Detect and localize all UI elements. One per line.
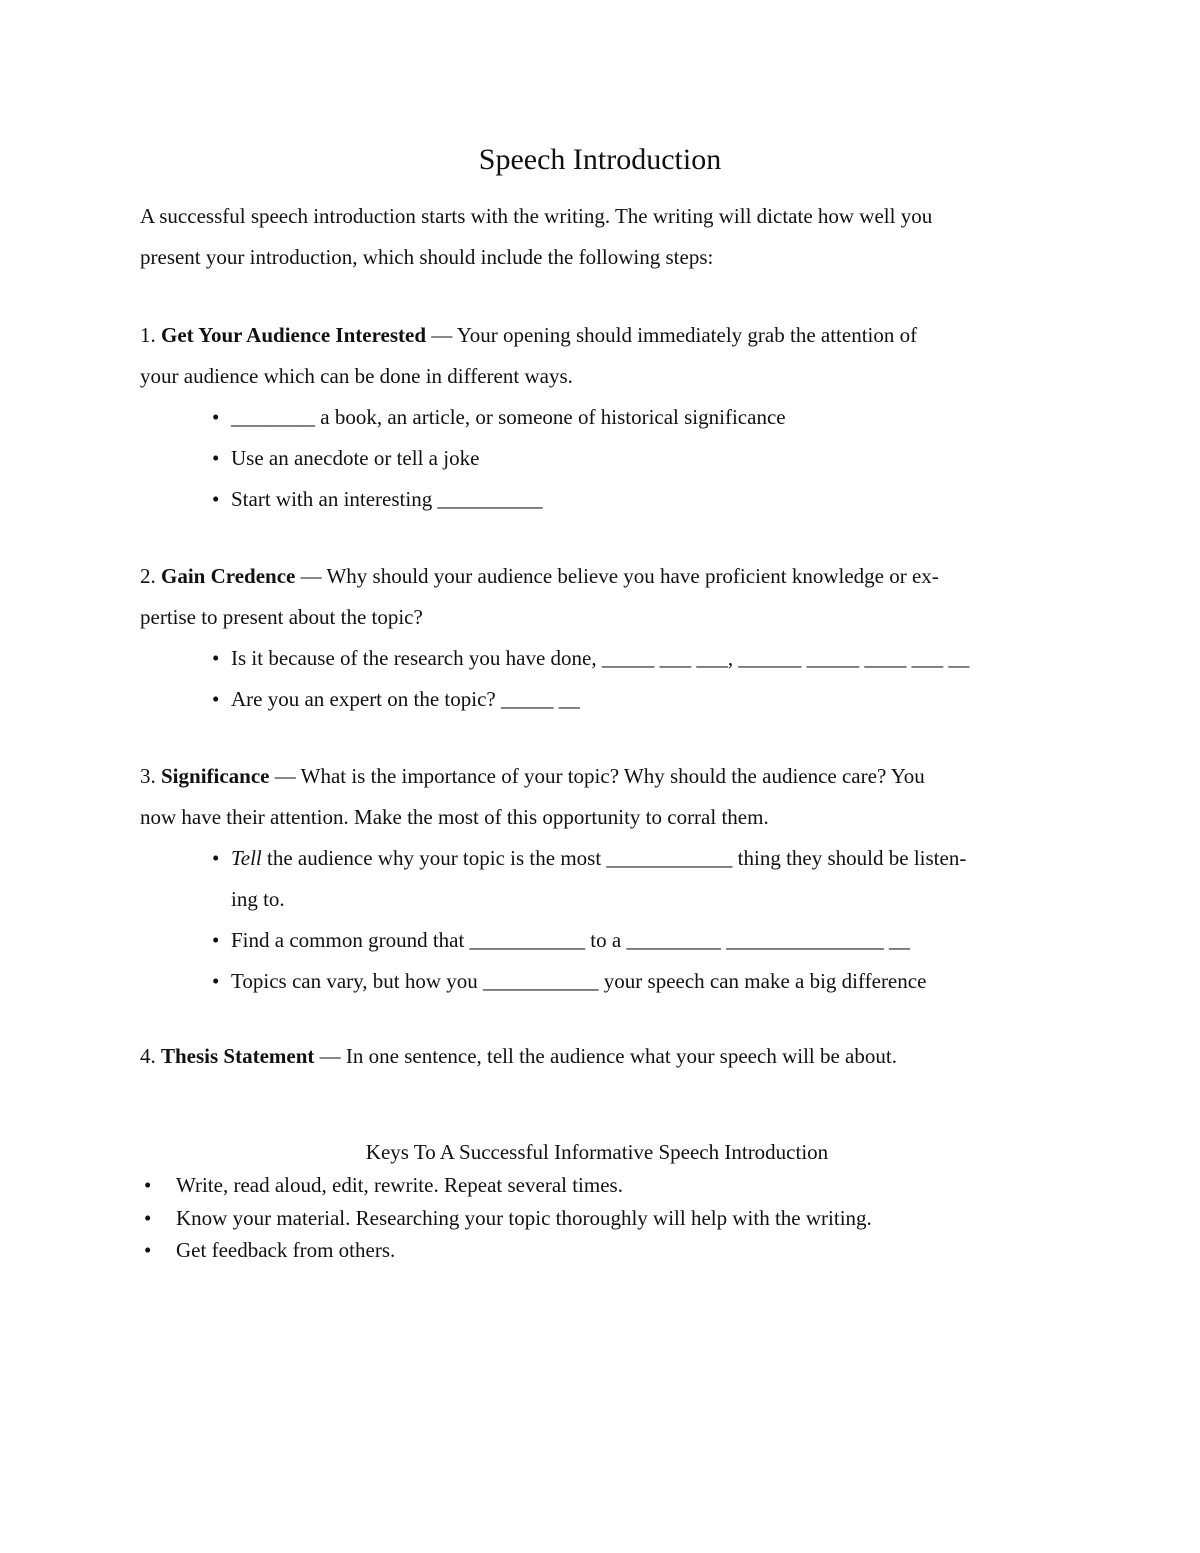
list-item <box>212 838 1080 920</box>
page-title: Speech Introduction <box>478 143 722 176</box>
list-item-text: Topics can vary, but how you ___________ your speech can make a big difference <box>231 969 927 993</box>
section-thesis-statement <box>140 1036 1080 1077</box>
section-get-audience-interested <box>140 315 1080 520</box>
section-bullet-list <box>140 397 1080 520</box>
bullet-icon: • <box>212 969 220 993</box>
list-item <box>212 679 1080 720</box>
section-text: — In one sentence, tell the audience what your speech will be about. <box>319 1044 897 1068</box>
list-item-text: Are you an expert on the topic? _____ __ <box>231 687 580 711</box>
section-heading: Get Your Audience Interested <box>161 323 427 347</box>
list-item-text: ing to. <box>231 887 285 911</box>
section-heading-line <box>140 756 1080 797</box>
section-gain-credence <box>140 556 1080 720</box>
bullet-icon: • <box>212 928 220 952</box>
section-text: your audience which can be done in different ways. <box>140 364 573 388</box>
section-heading: Significance <box>161 764 270 788</box>
list-item <box>212 961 1080 1002</box>
section-number: 3. <box>140 764 156 788</box>
emphasis-text: Tell <box>231 846 262 870</box>
list-item <box>212 638 1080 679</box>
list-item-text: Write, read aloud, edit, rewrite. Repeat several times. <box>176 1173 623 1197</box>
section-significance <box>140 756 1080 1002</box>
list-item <box>212 397 1080 438</box>
section-number: 4. <box>140 1044 156 1068</box>
list-item-text: Know your material. Researching your topic thoroughly will help with the writing. <box>176 1205 872 1230</box>
section-heading-line <box>140 315 1080 356</box>
list-item-text: Is it because of the research you have done, _____ ___ ___, ______ _____ ____ ___ __ <box>231 646 970 670</box>
list-item <box>140 1234 1100 1267</box>
section-text: — What is the importance of your topic? Why should the audience care? You <box>274 764 925 788</box>
bullet-icon: • <box>212 846 220 870</box>
section-text: now have their attention. Make the most of this opportunity to corral them. <box>140 805 769 829</box>
section-bullet-list <box>140 638 1080 720</box>
list-item-text: the audience why your topic is the most ____________ thing they should be listen- <box>261 846 967 870</box>
section-text: pertise to present about the topic? <box>140 605 423 629</box>
bullet-icon: • <box>212 446 220 470</box>
bullet-icon: • <box>144 1238 152 1262</box>
section-text: — Your opening should immediately grab the attention of <box>431 323 918 347</box>
section-number: 2. <box>140 564 156 588</box>
section-number: 1. <box>140 323 156 347</box>
bullet-icon: • <box>212 687 220 711</box>
list-item <box>212 479 1080 520</box>
list-item <box>212 920 1080 961</box>
bullet-icon: • <box>212 405 220 429</box>
bullet-icon: • <box>212 646 220 670</box>
bullet-icon: • <box>144 1173 152 1197</box>
intro-line: A successful speech introduction starts with the writing. The writing will dictate how well you <box>140 204 933 228</box>
list-item-text: Start with an interesting __________ <box>231 487 543 511</box>
list-item <box>140 1169 1100 1202</box>
bullet-icon: • <box>212 487 220 511</box>
section-bullet-list <box>140 838 1080 1002</box>
intro-paragraph <box>140 196 1080 278</box>
bullet-icon: • <box>144 1205 152 1230</box>
keys-list <box>140 1169 1100 1267</box>
section-heading: Thesis Statement <box>161 1044 315 1068</box>
keys-title: Keys To A Successful Informative Speech Introduction <box>365 1140 829 1164</box>
list-item <box>212 438 1080 479</box>
list-item-text: Use an anecdote or tell a joke <box>231 446 480 470</box>
list-item-text: Get feedback from others. <box>176 1238 396 1262</box>
intro-line: present your introduction, which should include the following steps: <box>140 245 714 269</box>
list-item <box>140 1202 1100 1235</box>
list-item-text: ________ a book, an article, or someone of historical significance <box>231 405 786 429</box>
section-heading: Gain Credence <box>161 564 296 588</box>
section-heading-line <box>140 556 1080 597</box>
section-text: — Why should your audience believe you have proficient knowledge or ex- <box>300 564 939 588</box>
section-heading-line <box>140 1036 1080 1077</box>
list-item-text: Find a common ground that ___________ to a _________ _______________ __ <box>231 928 910 952</box>
